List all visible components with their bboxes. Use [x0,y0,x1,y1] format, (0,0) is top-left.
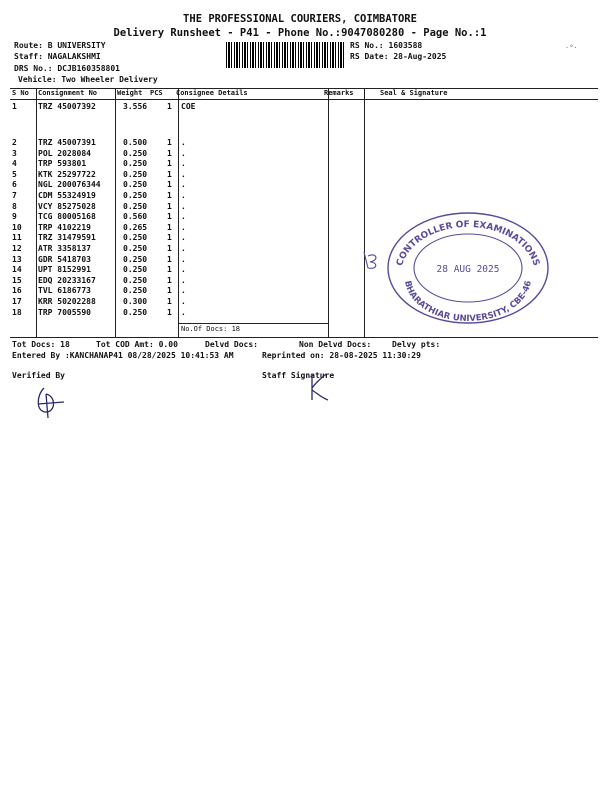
col-seal: Seal & Signature [380,89,448,97]
col-consignee: Consignee Details [176,89,248,97]
cell-consignment: TRZ 31479591 [38,233,96,243]
cell-weight: 0.250 [123,275,148,285]
cell-sno: 2 [12,138,17,147]
cell-pcs: 1 [167,307,172,317]
cell-sno: 7 [12,191,17,200]
cell-sno: 11 [12,233,22,243]
cell-sno: 15 [12,275,22,285]
rs-number: RS No.: 1603588 [350,41,423,50]
university-seal [383,208,553,326]
cell-weight: 0.250 [123,244,148,253]
cell-weight: 0.250 [123,169,148,179]
col-divider-1 [36,88,37,337]
col-remarks: Remarks [324,89,354,97]
cell-sno: 9 [12,212,17,222]
cell-weight: 0.250 [123,159,148,169]
cell-pcs: 1 [167,233,172,243]
cell-consignee: . [181,297,186,306]
cell-pcs: 1 [167,254,172,264]
col-consignment: Consignment No [38,89,98,97]
cell-pcs: 1 [167,201,172,211]
cell-sno: 10 [12,222,22,232]
cell-consignment: EDQ 20233167 [38,275,96,285]
cell-consignment: TVL 6186773 [38,286,91,296]
cell-consignment: TRP 7005590 [38,307,91,317]
cell-consignment: KRR 50202288 [38,297,96,306]
cell-weight: 0.500 [123,138,148,147]
cell-consignee: . [181,180,186,190]
cell-consignee: . [181,169,186,179]
company-title: THE PROFESSIONAL COURIERS, COIMBATORE [183,13,417,25]
cell-consignment: TRZ 45007392 [38,102,96,111]
cell-sno: 8 [12,201,17,211]
cell-consignee: . [181,138,186,147]
cell-weight: 3.556 [123,102,148,111]
cell-pcs: 1 [167,102,172,111]
cell-pcs: 1 [167,286,172,296]
entered-by: Entered By :KANCHANAP41 08/28/2025 10:41:53 AM [12,351,234,360]
table-top-border [10,88,598,89]
cell-pcs: 1 [167,212,172,222]
cell-weight: 0.265 [123,222,148,232]
cell-weight: 0.300 [123,297,148,306]
col-divider-3 [178,88,179,337]
barcode [226,42,346,68]
cell-pcs: 1 [167,191,172,200]
delvy-pts: Delvy pts: [392,340,441,349]
cell-consignee: . [181,148,186,158]
cell-sno: 5 [12,169,17,179]
cell-weight: 0.250 [123,201,148,211]
cell-pcs: 1 [167,244,172,253]
cell-consignee: . [181,233,186,243]
cell-pcs: 1 [167,275,172,285]
cell-sno: 14 [12,265,22,275]
cell-pcs: 1 [167,265,172,275]
cell-sno: 4 [12,159,17,169]
non-delvd-docs: Non Delvd Docs: [299,340,372,349]
cell-consignment: NGL 200076344 [38,180,101,190]
cell-consignment: TRZ 45007391 [38,138,96,147]
col-divider-5 [364,88,365,337]
delvd-docs: Delvd Docs: [205,340,258,349]
cell-weight: 0.250 [123,286,148,296]
runsheet-subtitle: Delivery Runsheet - P41 - Phone No.:9047080280 - Page No.:1 [113,27,487,39]
drs-number: DRS No.: DCJB160358801 [14,64,120,73]
cell-pcs: 1 [167,148,172,158]
cell-consignee: . [181,307,186,317]
cell-consignee: . [181,201,186,211]
cell-pcs: 1 [167,297,172,306]
cell-sno: 13 [12,254,22,264]
cell-consignee: . [181,286,186,296]
table-header-border [10,99,598,100]
svg-text:28 AUG 2025: 28 AUG 2025 [436,264,500,275]
cell-consignee: . [181,159,186,169]
cell-weight: 0.250 [123,254,148,264]
tot-cod-amt: Tot COD Amt: 0.00 [96,340,178,349]
col-weight: Weight [117,89,143,97]
col-divider-4 [328,88,329,337]
cell-pcs: 1 [167,222,172,232]
cell-consignee: . [181,254,186,264]
cell-consignee: . [181,265,186,275]
cell-weight: 0.560 [123,212,148,222]
verified-signature [30,382,80,422]
cell-sno: 3 [12,148,17,158]
no-of-docs: No.Of Docs: 18 [181,325,241,333]
tot-docs: Tot Docs: 18 [12,340,70,349]
svg-text:BHARATHIAR UNIVERSITY, CBE-46: BHARATHIAR UNIVERSITY, CBE-46 [402,279,534,325]
cell-consignment: TCG 80005168 [38,212,96,222]
cell-consignment: UPT 8152991 [38,265,91,275]
cell-consignee: . [181,222,186,232]
cell-consignee: . [181,212,186,222]
staff-signature-label: Staff Signature [262,371,335,380]
table-bottom-border [10,337,598,338]
cell-consignee: . [181,275,186,285]
cell-weight: 0.250 [123,148,148,158]
rs-date: RS Date: 28-Aug-2025 [350,52,447,61]
cell-consignee: COE [181,102,196,111]
reprinted-on: Reprinted on: 28-08-2025 11:30:29 [262,351,421,360]
cell-consignment: KTK 25297722 [38,169,96,179]
cell-sno: 12 [12,244,22,253]
col-divider-2 [115,88,116,337]
cell-sno: 17 [12,297,22,306]
cell-weight: 0.250 [123,307,148,317]
scan-mark: ·°· [565,44,578,52]
cell-consignment: GDR 5418703 [38,254,91,264]
cell-consignment: TRP 4102219 [38,222,91,232]
cell-consignment: POL 2028084 [38,148,91,158]
cell-sno: 16 [12,286,22,296]
col-sno: S No [12,89,29,97]
cell-weight: 0.250 [123,265,148,275]
cell-consignment: TRP 593801 [38,159,87,169]
cell-pcs: 1 [167,180,172,190]
cell-pcs: 1 [167,159,172,169]
docs-divider [178,323,328,324]
cell-consignee: . [181,244,186,253]
cell-pcs: 1 [167,138,172,147]
staff-label: Staff: NAGALAKSHMI [14,52,101,61]
cell-pcs: 1 [167,169,172,179]
svg-text:CONTROLLER OF EXAMINATIONS: CONTROLLER OF EXAMINATIONS [395,219,541,268]
cell-sno: 18 [12,307,22,317]
cell-sno: 6 [12,180,17,190]
col-pcs: PCS [150,89,163,97]
cell-consignment: VCY 85275028 [38,201,96,211]
verified-by-label: Verified By [12,371,65,380]
cell-sno: 1 [12,102,17,111]
route-label: Route: B UNIVERSITY [14,41,106,50]
cell-consignment: ATR 3358137 [38,244,91,253]
cell-weight: 0.250 [123,191,148,200]
cell-consignee: . [181,191,186,200]
stamp-initial [360,248,384,272]
cell-weight: 0.250 [123,180,148,190]
staff-signature [300,370,340,406]
vehicle-label: Vehicle: Two Wheeler Delivery [18,75,158,84]
cell-weight: 0.250 [123,233,148,243]
cell-consignment: CDM 55324919 [38,191,96,200]
